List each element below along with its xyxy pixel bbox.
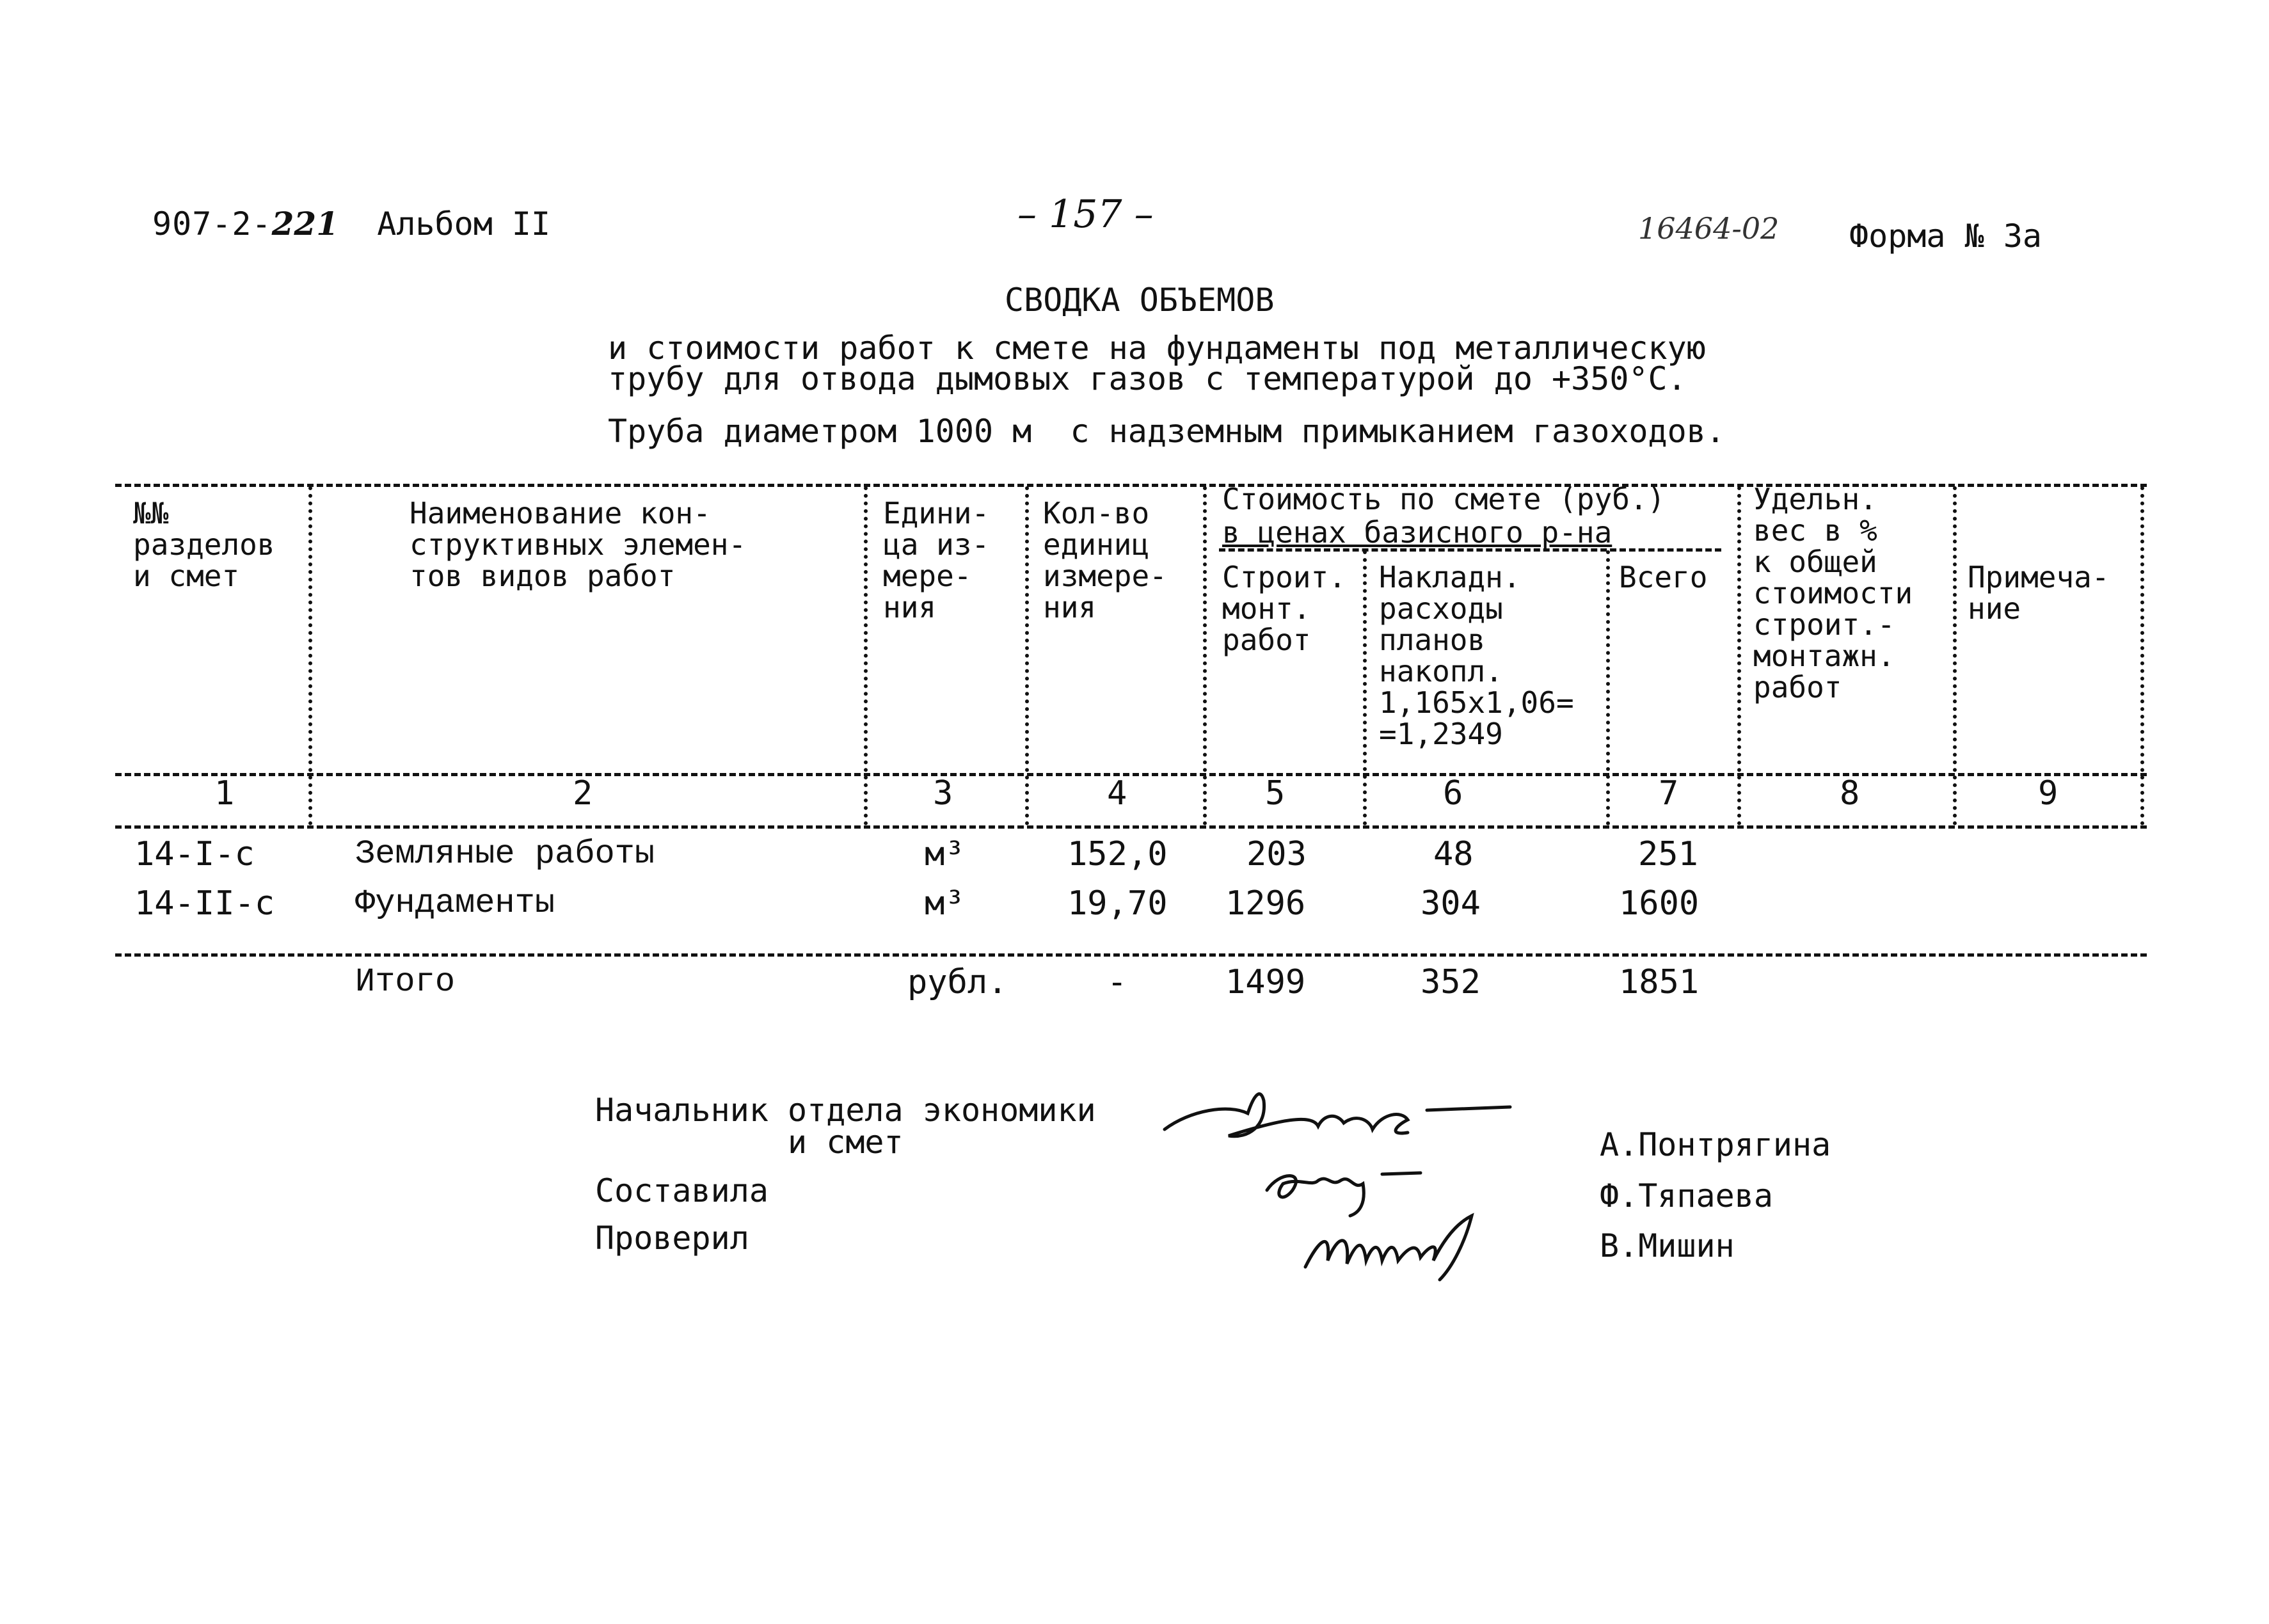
column-number-2: 2 (573, 774, 593, 813)
header-specific-weight: Удельн. вес в % к общей стоимости строит.- монтажн. работ (1753, 482, 1913, 705)
col-divider-1 (308, 486, 312, 825)
compiled-by-label: Составила (595, 1172, 768, 1209)
col-divider-9 (2140, 486, 2144, 825)
document-code: 16464-02 (1638, 211, 1779, 246)
header-cost-group: Стоимость по смете (руб.) (1222, 482, 1666, 516)
header-construction-cost: Строит. монт. работ (1222, 560, 1346, 657)
document-subtitle-pipe: Труба диаметром 1000 м с надземным примыканием газоходов. (608, 413, 1725, 450)
header-cost-group-sub: в ценах базисного р-на (1222, 515, 1612, 550)
album-label: Альбом II (377, 205, 551, 243)
document-title: СВОДКА ОБЪЕМОВ (1005, 282, 1275, 319)
form-label: Форма № 3а (1849, 218, 2042, 255)
row-unit: м³ (925, 884, 965, 923)
col-divider-5 (1363, 550, 1367, 825)
header-section-number: №№ разделов и смет (133, 496, 275, 593)
signature-checked (1293, 1203, 1523, 1286)
row-overhead: 48 (1433, 835, 1474, 873)
total-unit: рубл. (907, 963, 1008, 1001)
row-total: 251 (1638, 835, 1698, 873)
row-overhead: 304 (1421, 884, 1481, 923)
row-element-name: Земляные работы (355, 835, 655, 873)
row-total: 1600 (1619, 884, 1700, 923)
header-unit: Едини- ца из- мере- ния (883, 496, 990, 625)
column-number-8: 8 (1840, 774, 1860, 813)
header-note: Примеча- ние (1968, 560, 2110, 626)
col-divider-2 (864, 486, 868, 825)
column-number-1: 1 (214, 774, 235, 813)
checked-by-label: Проверил (595, 1220, 749, 1257)
subtitle-line-1: и стоимости работ к смете на фундаменты под металлическую (608, 330, 1706, 367)
document-number-printed: 907-2- (152, 205, 272, 243)
row-quantity: 19,70 (1067, 884, 1168, 923)
total-label: Итого (355, 963, 456, 1001)
row-section-code: 14-I-с (134, 835, 255, 873)
page-number: – 157 – (1017, 192, 1154, 237)
document-number-handwritten: 221 (271, 205, 338, 243)
total-quantity: - (1107, 963, 1127, 1001)
row-construction-cost: 1296 (1225, 884, 1306, 923)
column-number-3: 3 (933, 774, 953, 813)
head-of-department-name: А.Понтрягина (1600, 1126, 1831, 1163)
table-total-rule (115, 953, 2147, 957)
total-overhead: 352 (1421, 963, 1481, 1001)
document-number (152, 205, 550, 243)
col-divider-4 (1203, 486, 1207, 825)
col-divider-3 (1025, 486, 1029, 825)
table-colnum-rule (115, 825, 2147, 829)
col-divider-8 (1953, 486, 1957, 825)
row-section-code: 14-II-с (134, 884, 275, 923)
header-overhead: Накладн. расходы планов накопл. 1,165х1,06= =1,2349 (1379, 560, 1574, 751)
column-number-7: 7 (1659, 774, 1679, 813)
column-number-4: 4 (1107, 774, 1127, 813)
subtitle-line-2: трубу для отвода дымовых газов с температурой до +350°С. (608, 360, 1687, 397)
header-element-name: Наименование кон- структивных элемен- тов видов работ (410, 496, 747, 593)
row-element-name: Фундаменты (355, 884, 555, 922)
signature-head (1152, 1075, 1536, 1165)
col-divider-6 (1606, 550, 1610, 825)
column-number-6: 6 (1443, 774, 1463, 813)
col-divider-7 (1737, 486, 1741, 825)
checked-by-name: В.Мишин (1600, 1227, 1735, 1264)
column-number-5: 5 (1265, 774, 1286, 813)
total-sum: 1851 (1619, 963, 1700, 1001)
header-quantity: Кол-во единиц измере- ния (1043, 496, 1167, 625)
row-construction-cost: 203 (1246, 835, 1307, 873)
document-subtitle (608, 330, 1706, 397)
row-quantity: 152,0 (1067, 835, 1168, 873)
compiled-by-name: Ф.Тяпаева (1600, 1177, 1773, 1214)
row-unit: м³ (925, 835, 965, 873)
header-total: Всего (1619, 560, 1708, 594)
head-of-department-label: Начальник отдела экономики и смет (595, 1092, 1096, 1161)
column-number-9: 9 (2038, 774, 2058, 813)
total-construction-cost: 1499 (1225, 963, 1306, 1001)
